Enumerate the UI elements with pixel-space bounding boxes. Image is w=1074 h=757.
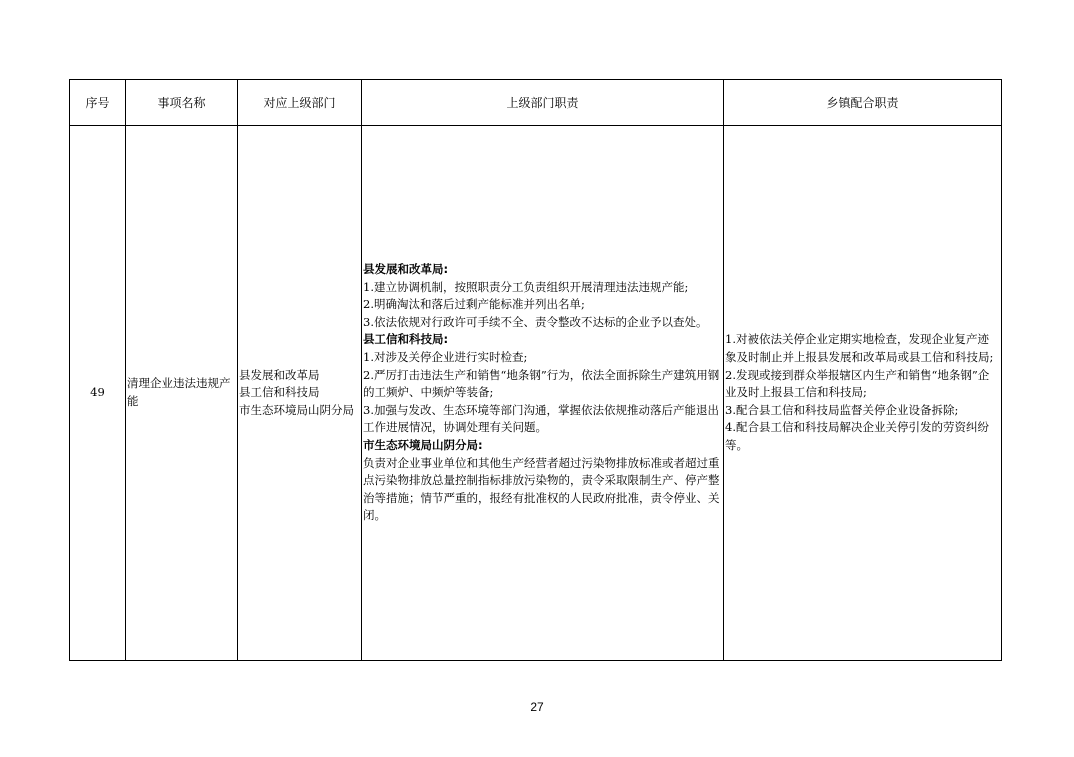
- item-name-text: 清理企业违法违规产能: [127, 376, 231, 408]
- duty-dept-heading: 市生态环境局山阴分局:: [363, 437, 483, 452]
- header-town-duties: 乡镇配合职责: [724, 80, 1002, 126]
- row-item-name: [126, 126, 238, 661]
- dept-name: 县发展和改革局: [239, 367, 320, 382]
- duty-item: 2.严厉打击违法生产和销售“地条钢”行为，依法全面拆除生产建筑用钢的工频炉、中频炉等装备;: [363, 367, 720, 400]
- town-duty-item: 2.发现或接到群众举报辖区内生产和销售“地条钢”企业及时上报县工信和科技局;: [725, 367, 990, 400]
- duty-item: 3.加强与发改、生态环境等部门沟通，掌握依法依规推动落后产能退出工作进展情况，协调处理有关问题。: [363, 402, 719, 435]
- duty-item: 1.对涉及关停企业进行实时检查;: [363, 350, 528, 365]
- duty-table: [69, 79, 1002, 661]
- row-upper-duties: [362, 126, 724, 661]
- header-item-name: 事项名称: [126, 80, 238, 126]
- table-row: [70, 126, 1002, 661]
- duty-dept-heading: 县工信和科技局:: [363, 332, 449, 347]
- row-depts: [238, 126, 362, 661]
- page-number: 27: [530, 700, 544, 714]
- dept-name: 县工信和科技局: [239, 385, 320, 400]
- duty-item: 1.建立协调机制，按照职责分工负责组织开展清理违法违规产能;: [363, 279, 689, 294]
- row-seq: 49: [70, 126, 126, 661]
- duty-item: 2.明确淘汰和落后过剩产能标准并列出名单;: [363, 297, 585, 312]
- duty-item: 3.依法依规对行政许可手续不全、责令整改不达标的企业予以查处。: [363, 314, 708, 329]
- town-duty-item: 1.对被依法关停企业定期实地检查，发现企业复产迹象及时制止并上报县发展和改革局或县工信和科技局;: [725, 332, 994, 365]
- header-seq: 序号: [70, 80, 126, 126]
- duty-item: 负责对企业事业单位和其他生产经营者超过污染物排放标准或者超过重点污染物排放总量控制指标排放污染物的，责令采取限制生产、停产整治等措施；情节严重的，报经有批准权的人民政府批准，责令停业、关闭。: [363, 455, 720, 523]
- duty-dept-heading: 县发展和改革局:: [363, 262, 449, 277]
- row-town-duties: [724, 126, 1002, 661]
- header-dept: 对应上级部门: [238, 80, 362, 126]
- header-upper-duties: 上级部门职责: [362, 80, 724, 126]
- town-duty-item: 3.配合县工信和科技局监督关停企业设备拆除;: [725, 402, 959, 417]
- table-header-row: [70, 80, 1002, 126]
- dept-name: 市生态环境局山阴分局: [239, 402, 354, 417]
- town-duty-item: 4.配合县工信和科技局解决企业关停引发的劳资纠纷等。: [725, 420, 989, 452]
